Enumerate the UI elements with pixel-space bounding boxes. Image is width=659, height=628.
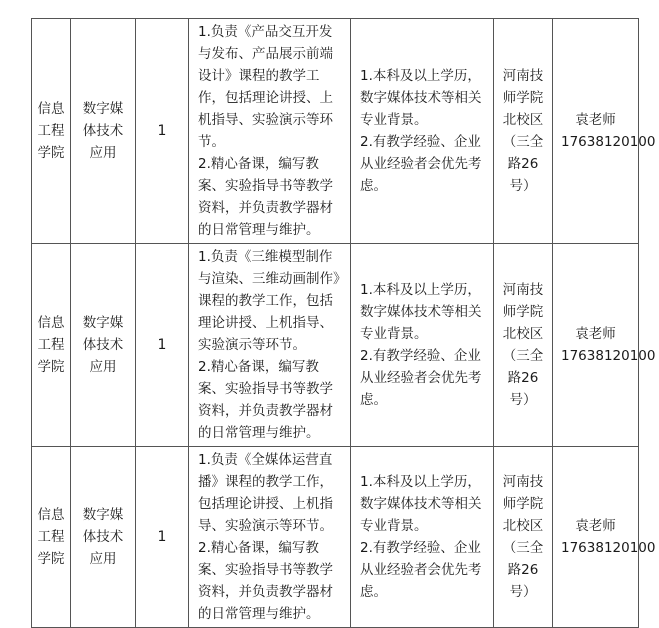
department-cell: 信息工程学院 xyxy=(37,101,65,161)
requirement-item: 2.有教学经验、企业从业经验者会优先考虑。 xyxy=(360,540,482,600)
requirement-item: 2.有教学经验、企业从业经验者会优先考虑。 xyxy=(360,348,482,408)
department-cell: 信息工程学院 xyxy=(37,315,65,375)
location-cell: 河南技师学院北校区（三全路26号） xyxy=(502,282,544,408)
requirement-item: 1.本科及以上学历，数字媒体技术等相关专业背景。 xyxy=(360,68,482,128)
contact-phone: 17638120100 xyxy=(561,348,656,364)
duty-item: 2.精心备课，编写教案、实验指导书等教学资料，并负责教学器材的日常管理与维护。 xyxy=(198,359,333,441)
department-cell: 信息工程学院 xyxy=(37,507,65,567)
contact-cell xyxy=(553,323,656,367)
requirements-cell xyxy=(351,471,493,603)
contact-cell xyxy=(553,515,656,559)
count-cell: 1 xyxy=(157,123,167,139)
contact-name: 袁老师 xyxy=(575,112,616,128)
duty-item: 1.负责《三维模型制作与渲染、三维动画制作》课程的教学工作，包括理论讲授、上机指导、实验演示等环节。 xyxy=(198,249,340,353)
requirement-item: 2.有教学经验、企业从业经验者会优先考虑。 xyxy=(360,134,482,194)
requirements-cell xyxy=(351,65,493,197)
table-row xyxy=(32,447,639,628)
requirements-cell xyxy=(351,279,493,411)
requirement-item: 1.本科及以上学历，数字媒体技术等相关专业背景。 xyxy=(360,474,482,534)
major-cell: 数字媒体技术应用 xyxy=(82,315,124,375)
contact-name: 袁老师 xyxy=(575,326,616,342)
major-cell: 数字媒体技术应用 xyxy=(82,101,124,161)
contact-phone: 17638120100 xyxy=(561,540,656,556)
table-row xyxy=(32,19,639,244)
duty-item: 1.负责《全媒体运营直播》课程的教学工作，包括理论讲授、上机指导、实验演示等环节。 xyxy=(198,452,333,534)
duty-item: 1.负责《产品交互开发与发布、产品展示前端设计》课程的教学工作，包括理论讲授、上机指导、实验演示等环节。 xyxy=(198,24,333,150)
job-table xyxy=(31,18,656,628)
count-cell: 1 xyxy=(157,337,167,353)
table-row xyxy=(32,244,639,447)
duties-cell xyxy=(189,244,350,446)
location-cell: 河南技师学院北校区（三全路26号） xyxy=(502,474,544,600)
count-cell: 1 xyxy=(157,529,167,545)
contact-phone: 17638120100 xyxy=(561,134,656,150)
duties-cell xyxy=(189,447,350,627)
duty-item: 2.精心备课，编写教案、实验指导书等教学资料，并负责教学器材的日常管理与维护。 xyxy=(198,156,333,238)
duties-cell xyxy=(189,19,350,243)
contact-cell xyxy=(553,109,656,153)
requirement-item: 1.本科及以上学历，数字媒体技术等相关专业背景。 xyxy=(360,282,482,342)
major-cell: 数字媒体技术应用 xyxy=(82,507,124,567)
contact-name: 袁老师 xyxy=(575,518,616,534)
location-cell: 河南技师学院北校区（三全路26号） xyxy=(502,68,544,194)
duty-item: 2.精心备课，编写教案、实验指导书等教学资料，并负责教学器材的日常管理与维护。 xyxy=(198,540,333,622)
